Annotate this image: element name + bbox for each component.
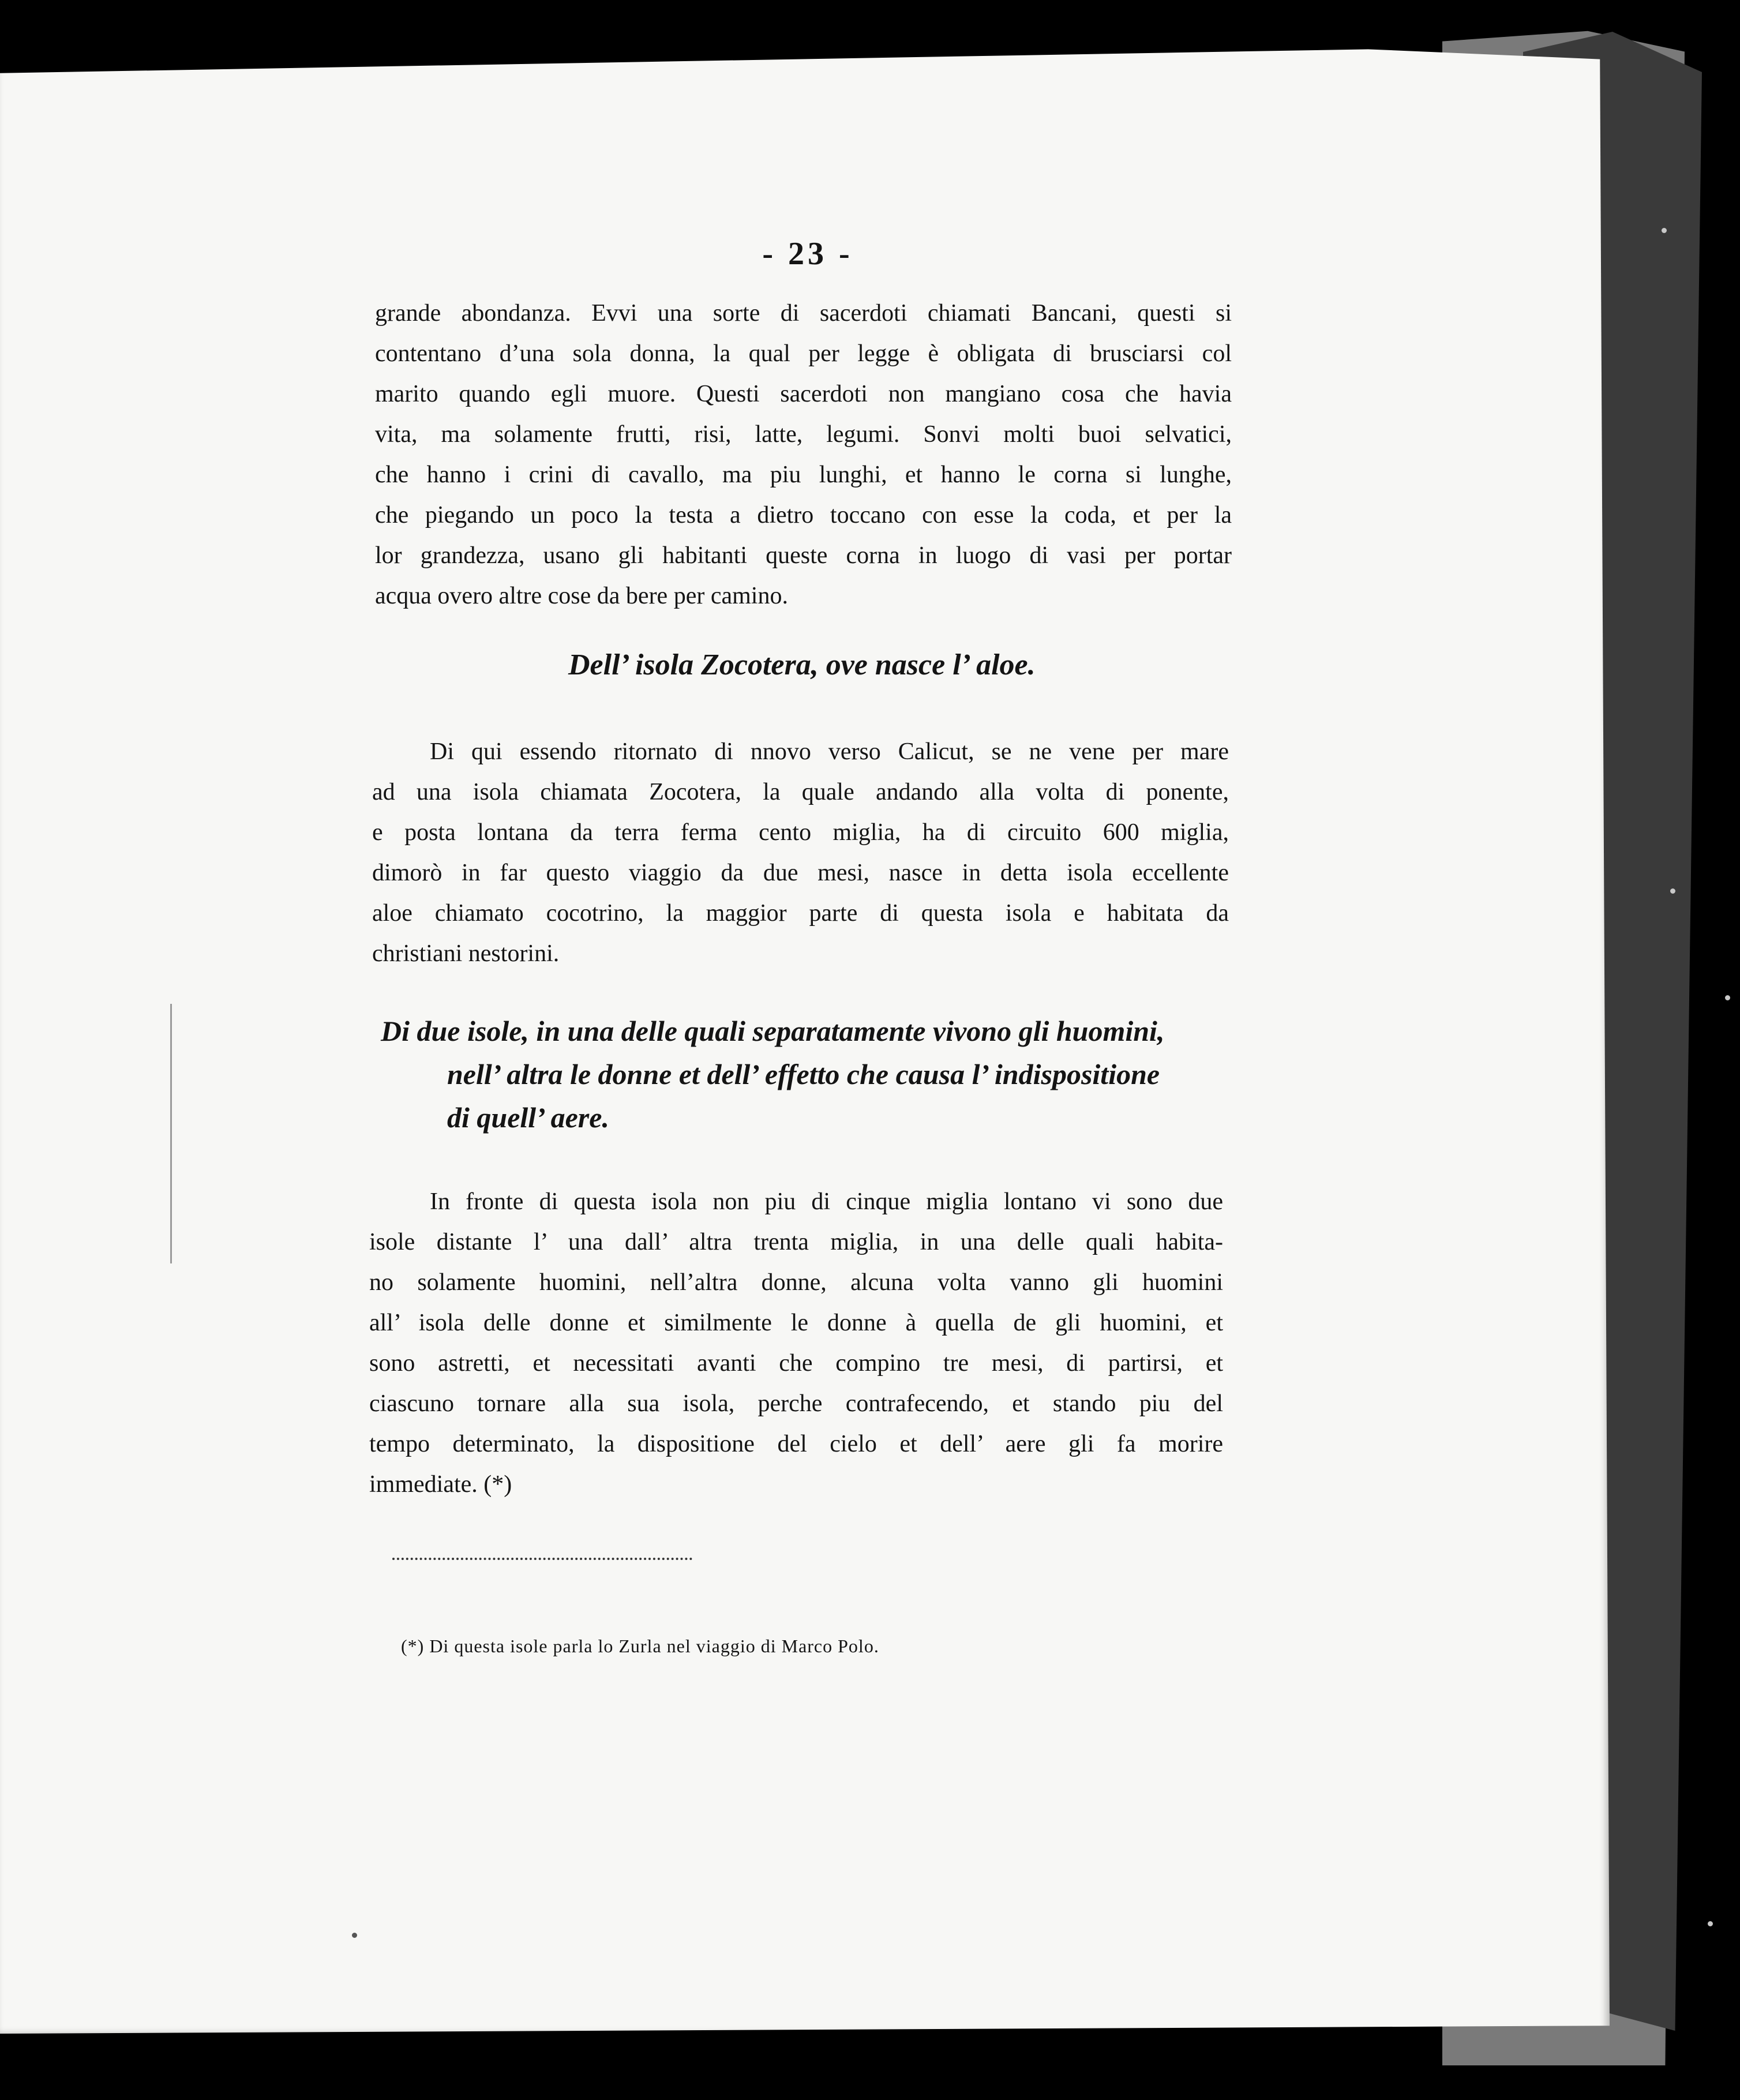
speck	[1670, 888, 1675, 894]
text-line: all’ isola delle donne et similmente le donne à quella de gli huomini, et	[369, 1310, 1223, 1336]
heading-line: di quell’ aere.	[447, 1101, 609, 1134]
paragraph-1	[375, 293, 1232, 616]
heading-line: nell’ altra le donne et dell’ effetto che causa l’ indispositione	[447, 1058, 1160, 1090]
text-line: contentano d’una sola donna, la qual per legge è obligata di brusciarsi col	[375, 340, 1232, 367]
section-heading-zocotera: Dell’ isola Zocotera, ove nasce l’ aloe.	[568, 648, 1036, 681]
text-line: marito quando egli muore. Questi sacerdoti non mangiano cosa che havia	[375, 381, 1232, 407]
footnote: (*) Di questa isole parla lo Zurla nel viaggio di Marco Polo.	[401, 1636, 879, 1656]
text-line: no solamente huomini, nell’altra donne, alcuna volta vanno gli huomini	[369, 1269, 1223, 1296]
text-line: Di qui essendo ritornato di nnovo verso Calicut, se ne vene per mare	[430, 738, 1229, 765]
text-line: christiani nestorini.	[372, 940, 560, 967]
text-line: grande abondanza. Evvi una sorte di sacerdoti chiamati Bancani, questi si	[375, 300, 1232, 327]
text-line: lor grandezza, usano gli habitanti queste corna in luogo di vasi per portar	[375, 542, 1232, 569]
margin-mark	[170, 1004, 172, 1263]
paragraph-2	[372, 732, 1229, 974]
section-heading-two-islands	[381, 1010, 1164, 1139]
heading-line: Di due isole, in una delle quali separatamente vivono gli huomini,	[381, 1015, 1165, 1047]
speck	[1662, 228, 1667, 233]
text-line: isole distante l’ una dall’ altra trenta miglia, in una delle quali habita-	[369, 1229, 1223, 1255]
paragraph-3	[369, 1182, 1223, 1505]
text-line: ciascuno tornare alla sua isola, perche contrafecendo, et stando piu del	[369, 1390, 1223, 1417]
text-line: ad una isola chiamata Zocotera, la quale andando alla volta di ponente,	[372, 779, 1229, 805]
page-number: - 23 -	[762, 236, 853, 272]
text-line: acqua overo altre cose da bere per camino.	[375, 583, 788, 609]
text-line: aloe chiamato cocotrino, la maggior parte di questa isola e habitata da	[372, 900, 1229, 927]
speck	[352, 1933, 357, 1938]
text-line: dimorò in far questo viaggio da due mesi, nasce in detta isola eccellente	[372, 860, 1229, 886]
text-line: immediate. (*)	[369, 1471, 512, 1498]
text-line: tempo determinato, la dispositione del cielo et dell’ aere gli fa morire	[369, 1431, 1223, 1457]
text-line: che hanno i crini di cavallo, ma piu lunghi, et hanno le corna si lunghe,	[375, 462, 1232, 488]
speck	[1725, 995, 1730, 1000]
footnote-separator	[392, 1558, 692, 1560]
text-line: vita, ma solamente frutti, risi, latte, legumi. Sonvi molti buoi selvatici,	[375, 421, 1232, 448]
text-line: che piegando un poco la testa a dietro toccano con esse la coda, et per la	[375, 502, 1232, 528]
text-line: In fronte di questa isola non piu di cinque miglia lontano vi sono due	[430, 1188, 1223, 1215]
speck	[1708, 1921, 1713, 1926]
text-line: sono astretti, et necessitati avanti che compino tre mesi, di partirsi, et	[369, 1350, 1223, 1377]
text-line: e posta lontana da terra ferma cento miglia, ha di circuito 600 miglia,	[372, 819, 1229, 846]
